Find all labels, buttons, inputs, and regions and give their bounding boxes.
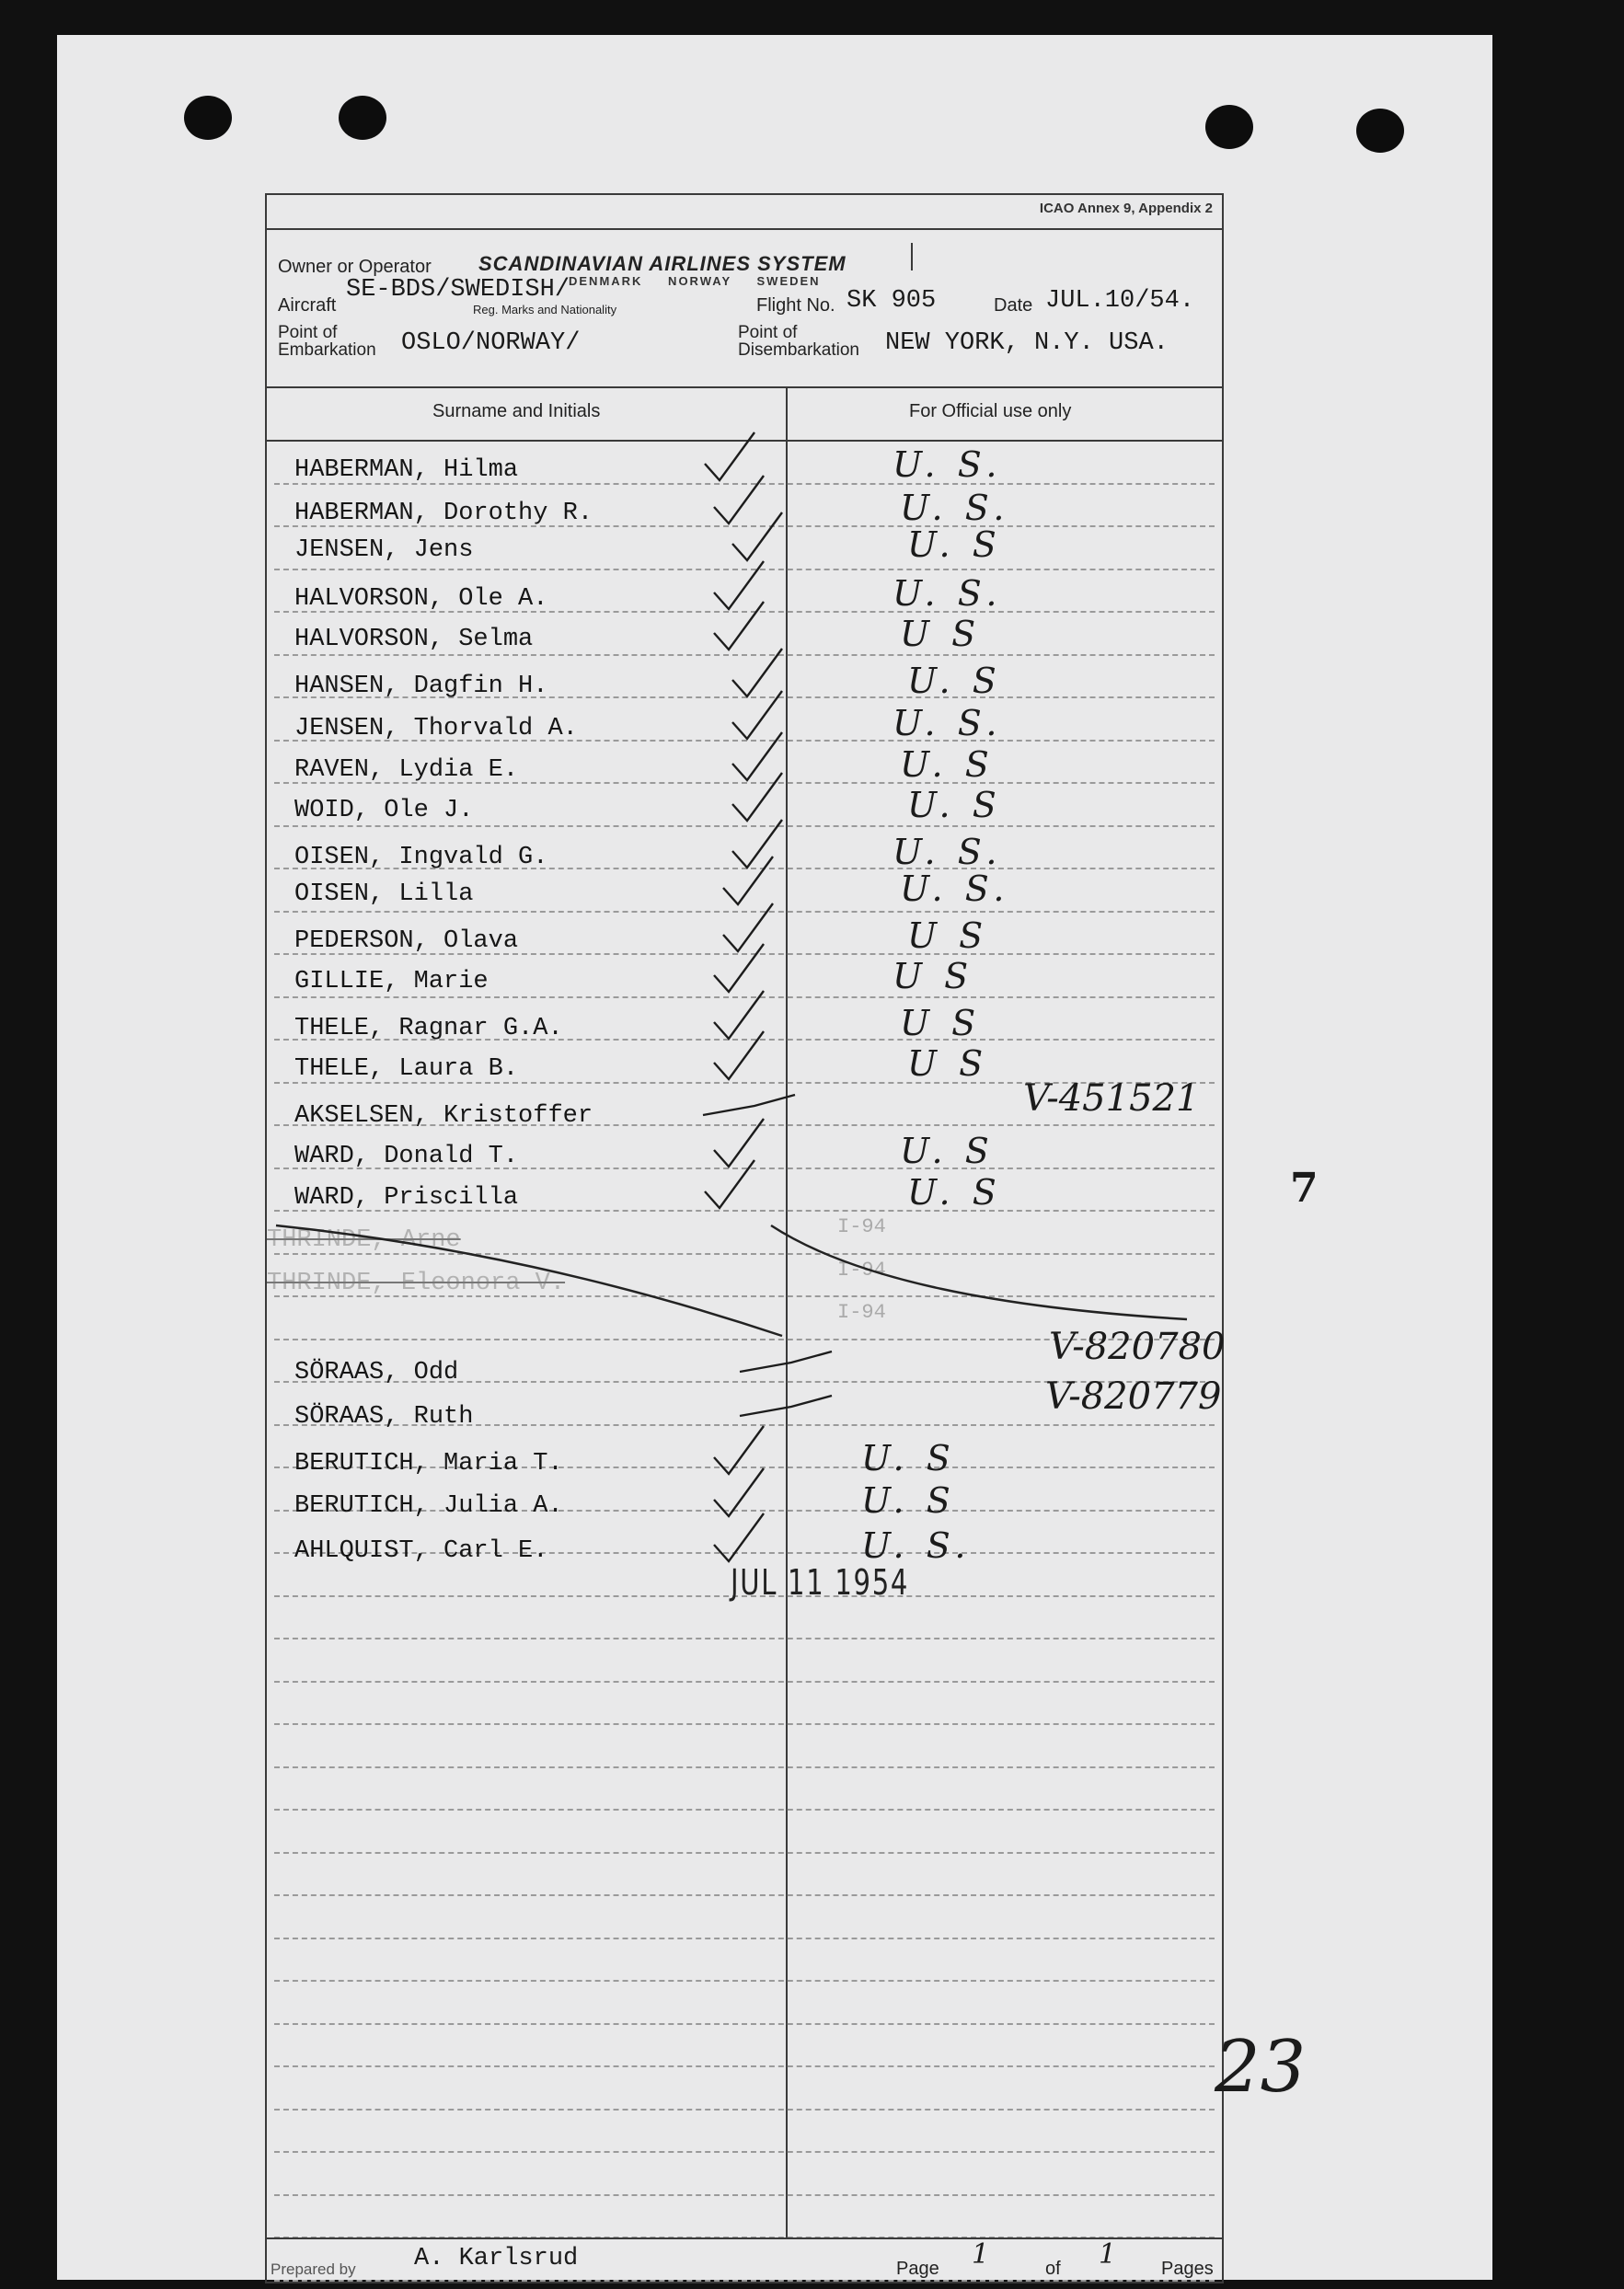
passenger-name: JENSEN, Thorvald A.	[294, 715, 578, 742]
of-label: of	[1045, 2259, 1061, 2279]
official-entry: U. S.	[900, 868, 1010, 909]
flight-label: Flight No.	[756, 295, 835, 316]
passenger-name: BERUTICH, Julia A.	[294, 1492, 563, 1520]
form-reference: ICAO Annex 9, Appendix 2	[1039, 201, 1213, 216]
official-entry: U S	[893, 956, 974, 996]
passenger-name: PEDERSON, Olava	[294, 926, 519, 955]
col-official-header: For Official use only	[909, 401, 1072, 421]
flight-value: SK 905	[847, 287, 937, 315]
official-entry: I-94	[837, 1215, 886, 1238]
visa-soraas-ruth: V-820779	[1045, 1375, 1222, 1418]
passenger-name: AKSELSEN, Kristoffer	[294, 1101, 593, 1130]
ruled-line	[274, 2023, 1215, 2026]
official-entry: U. S	[907, 785, 1002, 825]
passenger-name: WARD, Priscilla	[294, 1183, 519, 1212]
page-label: Page	[896, 2259, 939, 2279]
passenger-name: OISEN, Ingvald G.	[294, 843, 548, 871]
punch-hole-icon	[184, 96, 232, 140]
col-names-header: Surname and Initials	[432, 401, 601, 421]
official-entry: U. S	[907, 1171, 1002, 1213]
owner-label: Owner or Operator	[278, 257, 432, 277]
official-entry: U. S	[907, 524, 1002, 565]
official-entry: U S	[907, 1043, 989, 1084]
passenger-name: GILLIE, Marie	[294, 968, 489, 995]
official-entry: U. S.	[893, 572, 1003, 614]
passenger-manifest-form	[265, 193, 1224, 2283]
disembark-value: NEW YORK, N.Y. USA.	[885, 329, 1169, 357]
passenger-name: SÖRAAS, Ruth	[294, 1403, 474, 1431]
passenger-name: THELE, Ragnar G.A.	[294, 1014, 563, 1042]
ruled-line	[274, 1723, 1215, 1726]
visa-akselsen: V-451521	[1023, 1077, 1200, 1120]
official-entry: U. S	[861, 1480, 956, 1521]
ruled-line	[274, 1852, 1215, 1855]
embark-label-line2: Embarkation	[278, 340, 376, 360]
pages-label: Pages	[1161, 2259, 1214, 2279]
ruled-line	[274, 1894, 1215, 1897]
prepared-label: Prepared by	[271, 2260, 356, 2278]
passenger-name: HABERMAN, Dorothy R.	[294, 499, 593, 527]
passenger-name: OISEN, Lilla	[294, 880, 474, 908]
passenger-name: RAVEN, Lydia E.	[294, 755, 519, 784]
official-entry: U S	[907, 914, 989, 956]
aircraft-caption: Reg. Marks and Nationality	[473, 303, 617, 316]
passenger-name: WARD, Donald T.	[294, 1143, 519, 1170]
of-value: 1	[1099, 2238, 1117, 2271]
ruled-line	[274, 1809, 1215, 1812]
manifest-sheet	[57, 35, 1492, 2280]
aircraft-label: Aircraft	[278, 295, 337, 316]
official-entry: U. S	[861, 1437, 956, 1478]
official-entry: U. S	[907, 660, 1002, 701]
passenger-name: BERUTICH, Maria T.	[294, 1449, 563, 1478]
official-entry: U. S.	[861, 1524, 972, 1566]
form-footer	[267, 2237, 1222, 2282]
punch-hole-icon	[1205, 105, 1253, 149]
official-entry: I-94	[837, 1258, 886, 1282]
ruled-line	[274, 2109, 1215, 2111]
prepared-value: A. Karlsrud	[414, 2245, 579, 2272]
page-value: 1	[972, 2238, 990, 2271]
owner-countries: DENMARK NORWAY SWEDEN	[569, 274, 821, 288]
owner-value: SCANDINAVIAN AIRLINES SYSTEM	[478, 252, 847, 275]
punch-hole-icon	[1356, 109, 1404, 153]
official-entry: U S	[900, 1002, 982, 1043]
passenger-name: THRINDE, Arne	[267, 1226, 461, 1254]
cross-out-strokes	[267, 195, 1226, 1667]
official-entry: U. S.	[893, 444, 1003, 485]
embark-value: OSLO/NORWAY/	[401, 329, 581, 357]
ruled-line	[274, 2194, 1215, 2197]
embark-label-line1: Point of	[278, 323, 338, 342]
ruled-line	[274, 1766, 1215, 1769]
passenger-name: THRINDE, Eleonora V.	[267, 1269, 566, 1297]
ruled-line	[274, 2151, 1215, 2154]
punch-hole-icon	[339, 96, 386, 140]
official-entry: U. S.	[893, 703, 1003, 743]
date-value: JUL.10/54.	[1045, 287, 1195, 315]
arrival-stamp: JUL 11 1954	[731, 1562, 910, 1603]
passenger-name: HABERMAN, Hilma	[294, 456, 519, 484]
official-entry: U. S	[900, 743, 995, 785]
aircraft-value: SE-BDS/SWEDISH/	[346, 276, 570, 304]
date-label: Date	[994, 295, 1033, 316]
passenger-name: HALVORSON, Selma	[294, 626, 534, 653]
passenger-name: JENSEN, Jens	[294, 536, 474, 564]
passenger-name: SÖRAAS, Odd	[294, 1358, 459, 1386]
official-entry: U S	[900, 614, 982, 654]
ruled-line	[274, 1681, 1215, 1684]
passenger-name: THELE, Laura B.	[294, 1055, 519, 1083]
official-entry: U. S	[900, 1131, 995, 1171]
official-entry: U. S.	[893, 831, 1003, 872]
visa-soraas-odd: V-820780	[1049, 1326, 1226, 1368]
margin-mark: 7	[1290, 1165, 1319, 1212]
official-entry: U. S.	[900, 487, 1010, 528]
passenger-name: HALVORSON, Ole A.	[294, 584, 548, 613]
disembark-label-line2: Disembarkation	[738, 340, 859, 360]
ruled-line	[274, 1938, 1215, 1940]
ruled-line	[274, 2065, 1215, 2068]
ruled-line	[274, 1980, 1215, 1983]
sheet-number: 23	[1215, 2026, 1307, 2109]
passenger-name: HANSEN, Dagfin H.	[294, 672, 548, 700]
passenger-name: AHLQUIST, Carl E.	[294, 1536, 548, 1565]
disembark-label-line1: Point of	[738, 323, 798, 342]
official-entry: I-94	[837, 1301, 886, 1324]
passenger-name: WOID, Ole J.	[294, 797, 474, 824]
